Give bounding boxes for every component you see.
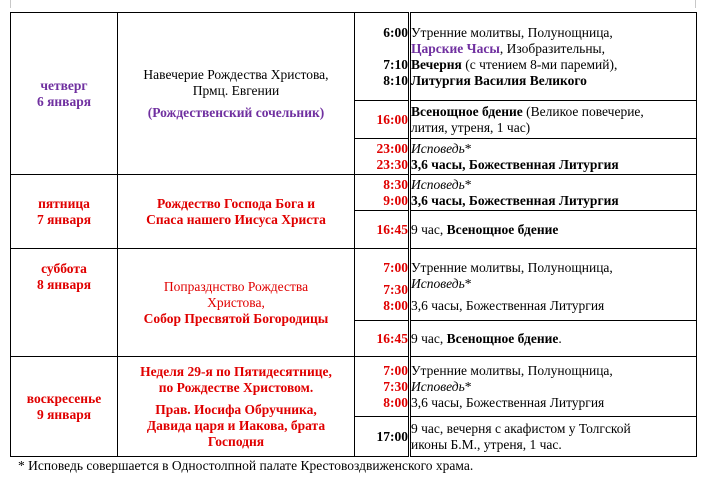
service-line: Царские Часы, Изобразительны, <box>411 40 606 56</box>
feast-cell <box>118 13 355 175</box>
time-cell <box>355 249 410 321</box>
time: 7:30 <box>383 378 408 394</box>
time: 16:00 <box>376 111 408 127</box>
time-cell <box>355 357 410 417</box>
time: 7:00 <box>383 362 408 378</box>
service-line: Вечерня (с чтением 8-ми паремий), <box>411 56 618 72</box>
feast-line: Спаса нашего Иисуса Христа <box>146 211 326 227</box>
table-row <box>11 175 697 211</box>
service-line: 3,6 часы, Божественная Литургия <box>411 192 619 208</box>
feast-line: Давида царя и Иакова, брата <box>146 417 326 433</box>
time: 7:10 <box>383 56 408 72</box>
feast-line: Прав. Иосифа Обручника, <box>155 401 317 417</box>
service-cell <box>410 175 697 211</box>
service-cell <box>410 417 697 457</box>
service-cell <box>410 357 697 417</box>
day-name: суббота <box>41 261 87 276</box>
feast-cell <box>118 249 355 357</box>
time: 8:10 <box>383 72 408 88</box>
page-corner-mark <box>681 0 696 8</box>
day-name: воскресенье <box>26 390 102 406</box>
table-row <box>11 13 697 101</box>
feast-line: Рождество Господа Бога и <box>157 195 315 211</box>
time: 16:45 <box>376 221 408 237</box>
service-line: Утренние молитвы, Полунощница, <box>411 24 613 40</box>
service-line: Всенощное бдение (Великое повечерие, <box>411 103 644 119</box>
feast-line: Навечерие Рождества Христова, <box>143 66 329 82</box>
time-cell <box>355 321 410 357</box>
day-cell <box>11 13 118 175</box>
feast-cell <box>118 357 355 457</box>
service-cell <box>410 13 697 101</box>
footnote: * Исповедь совершается в Одностолпной палате Крестовоздвиженского храма. <box>18 458 474 473</box>
feast-line: Господня <box>207 433 265 449</box>
day-cell <box>11 249 118 357</box>
time: 8:00 <box>383 394 408 410</box>
service-line: Исповедь* <box>411 378 472 394</box>
feast-line: (Рождественский сочельник) <box>147 104 325 120</box>
service-cell <box>410 139 697 175</box>
schedule-table <box>10 12 697 457</box>
day-date: 6 января <box>36 93 92 109</box>
time: 7:00 <box>383 259 408 275</box>
time: 23:00 <box>376 140 408 156</box>
time-cell <box>355 101 410 139</box>
service-line: Исповедь* <box>411 176 472 192</box>
service-line: Утренние молитвы, Полунощница, <box>411 362 613 378</box>
service-line: Исповедь* <box>411 275 472 291</box>
service-cell <box>410 249 697 321</box>
table-row <box>11 249 697 321</box>
time: 17:00 <box>376 428 408 444</box>
service-cell <box>410 101 697 139</box>
service-line: иконы Б.М., утреня, 1 час. <box>411 436 562 452</box>
time: 8:30 <box>383 176 408 192</box>
time: 8:00 <box>383 297 408 313</box>
day-name: четверг <box>40 77 88 93</box>
time: 9:00 <box>383 192 408 208</box>
time: 23:30 <box>376 156 408 172</box>
service-line: Литургия Василия Великого <box>411 72 587 88</box>
feast-cell <box>118 175 355 249</box>
feast-line: Попразднство Рождества <box>163 278 309 294</box>
time: 6:00 <box>383 24 408 40</box>
table-row <box>11 357 697 417</box>
service-line: 3,6 часы, Божественная Литургия <box>411 394 605 410</box>
day-date: 8 января <box>36 277 92 292</box>
feast-line: Собор Пресвятой Богородицы <box>143 310 329 326</box>
day-date: 9 января <box>36 406 92 422</box>
service-line: 9 час, Всенощное бдение <box>411 221 559 237</box>
feast-line: Христова, <box>207 294 265 310</box>
feast-line: Прмц. Евгении <box>192 82 280 98</box>
day-name: пятница <box>38 195 90 211</box>
time: 7:30 <box>383 281 408 297</box>
service-line: 9 час, Всенощное бдение. <box>411 330 562 346</box>
day-cell <box>11 357 118 457</box>
feast-line: Неделя 29-я по Пятидесятнице, <box>140 363 332 379</box>
day-date: 7 января <box>36 211 92 227</box>
time-cell <box>355 417 410 457</box>
service-cell <box>410 211 697 249</box>
feast-line: по Рождестве Христовом. <box>158 379 314 395</box>
day-cell <box>11 175 118 249</box>
time-cell <box>355 211 410 249</box>
service-line: 3,6 часы, Божественная Литургия <box>411 156 619 172</box>
time <box>355 41 408 57</box>
service-line: 9 час, вечерня с акафистом у Толгской <box>411 420 631 436</box>
time-cell <box>355 139 410 175</box>
service-line: 3,6 часы, Божественная Литургия <box>411 297 605 313</box>
service-line: лития, утреня, 1 час) <box>411 119 531 135</box>
service-cell <box>410 321 697 357</box>
time: 16:45 <box>376 330 408 346</box>
page-corner-mark <box>10 0 25 8</box>
time-cell <box>355 13 410 101</box>
time-cell <box>355 175 410 211</box>
service-line: Исповедь* <box>411 140 472 156</box>
service-line: Утренние молитвы, Полунощница, <box>411 259 613 275</box>
